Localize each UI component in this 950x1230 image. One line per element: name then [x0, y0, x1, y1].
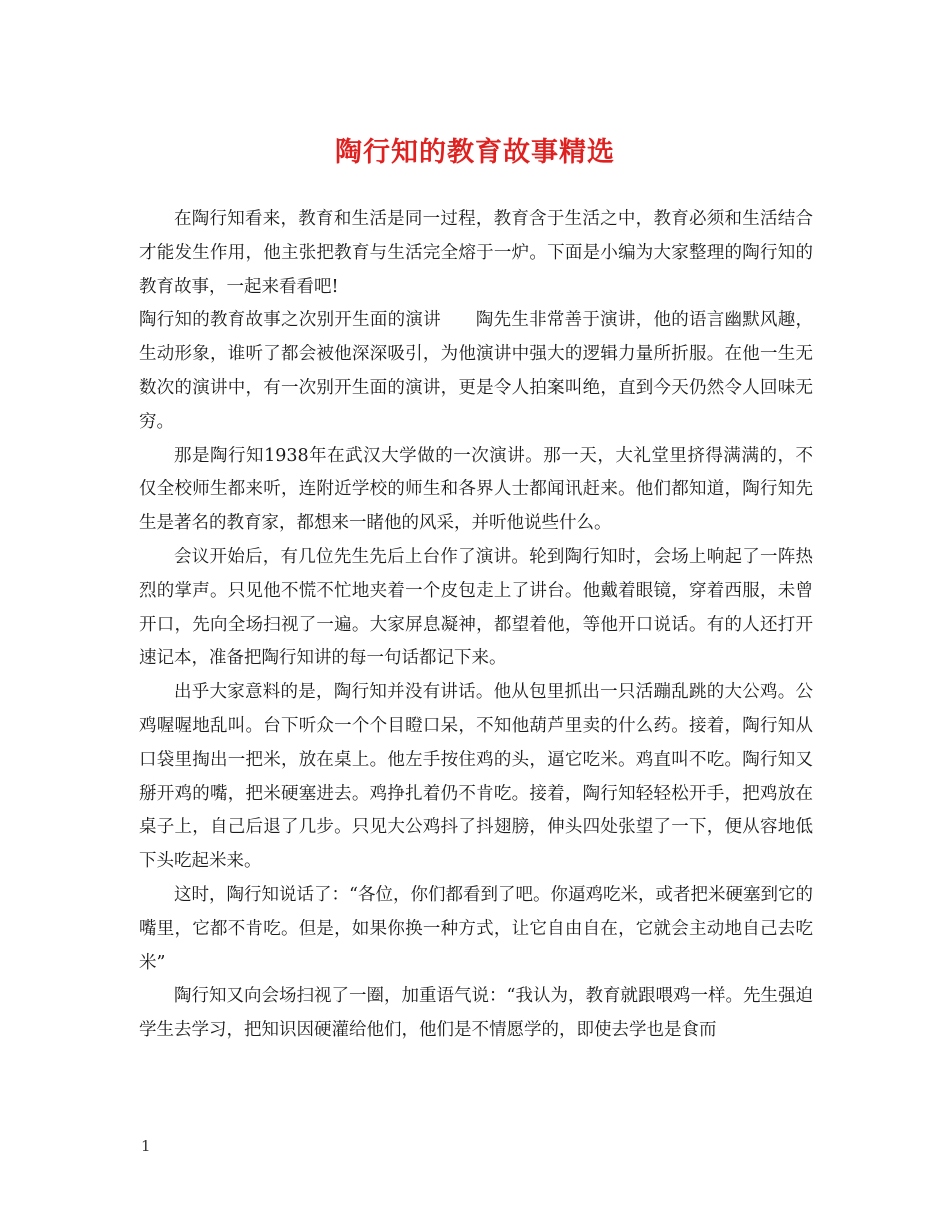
body-paragraph-1: 陶先生非常善于演讲，他的语言幽默风趣，生动形象，谁听了都会被他深深吸引，为他演讲中强大的逻辑力量所折服。在他一生无数次的演讲中，有一次别开生面的演讲，更是令人拍案叫绝，直到今天仍然令人回味无穷。	[139, 310, 814, 432]
body-paragraph-3: 会议开始后，有几位先生先后上台作了演讲。轮到陶行知时，会场上响起了一阵热烈的掌声。只见他不慌不忙地夹着一个皮包走上了讲台。他戴着眼镜，穿着西服，未曾开口，先向全场扫视了一遍。大家屏息凝神，都望着他，等他开口说话。有的人还打开速记本，准备把陶行知讲的每一句话都记下来。	[139, 546, 813, 669]
section-paragraph	[139, 304, 813, 439]
intro-paragraph: 在陶行知看来，教育和生活是同一过程，教育含于生活之中，教育必须和生活结合才能发生作用，他主张把教育与生活完全熔于一炉。下面是小编为大家整理的陶行知的教育故事，一起来看看吧!	[139, 209, 813, 297]
section-heading: 陶行知的教育故事之次别开生面的演讲	[139, 310, 441, 331]
page-number: 1	[141, 1137, 151, 1155]
document-title: 陶行知的教育故事精选	[335, 137, 615, 168]
body-paragraph-4: 出乎大家意料的是，陶行知并没有讲话。他从包里抓出一只活蹦乱跳的大公鸡。公鸡喔喔地乱叫。台下听众一个个目瞪口呆，不知他葫芦里卖的什么药。接着，陶行知从口袋里掏出一把米，放在桌上。他左手按住鸡的头，逼它吃米。鸡直叫不吃。陶行知又掰开鸡的嘴，把米硬塞进去。鸡挣扎着仍不肯吃。接着，陶行知轻轻松开手，把鸡放在桌子上，自己后退了几步。只见大公鸡抖了抖翅膀，伸头四处张望了一下，便从容地低下头吃起米来。	[139, 682, 813, 872]
document-body	[139, 203, 813, 1048]
body-paragraph-6: 陶行知又向会场扫视了一圈，加重语气说：“我认为，教育就跟喂鸡一样。先生强迫学生去学习，把知识因硬灌给他们，他们是不情愿学的，即使去学也是食而	[139, 986, 813, 1041]
body-paragraph-2: 那是陶行知1938年在武汉大学做的一次演讲。那一天，大礼堂里挤得满满的，不仅全校师生都来听，连附近学校的师生和各界人士都闻讯赶来。他们都知道，陶行知先生是著名的教育家，都想来一睹他的风采，并听他说些什么。	[139, 445, 813, 534]
body-paragraph-5: 这时，陶行知说话了：“各位，你们都看到了吧。你逼鸡吃米，或者把米硬塞到它的嘴里，它都不肯吃。但是，如果你换一种方式，让它自由自在，它就会主动地自己去吃米”	[139, 884, 813, 973]
